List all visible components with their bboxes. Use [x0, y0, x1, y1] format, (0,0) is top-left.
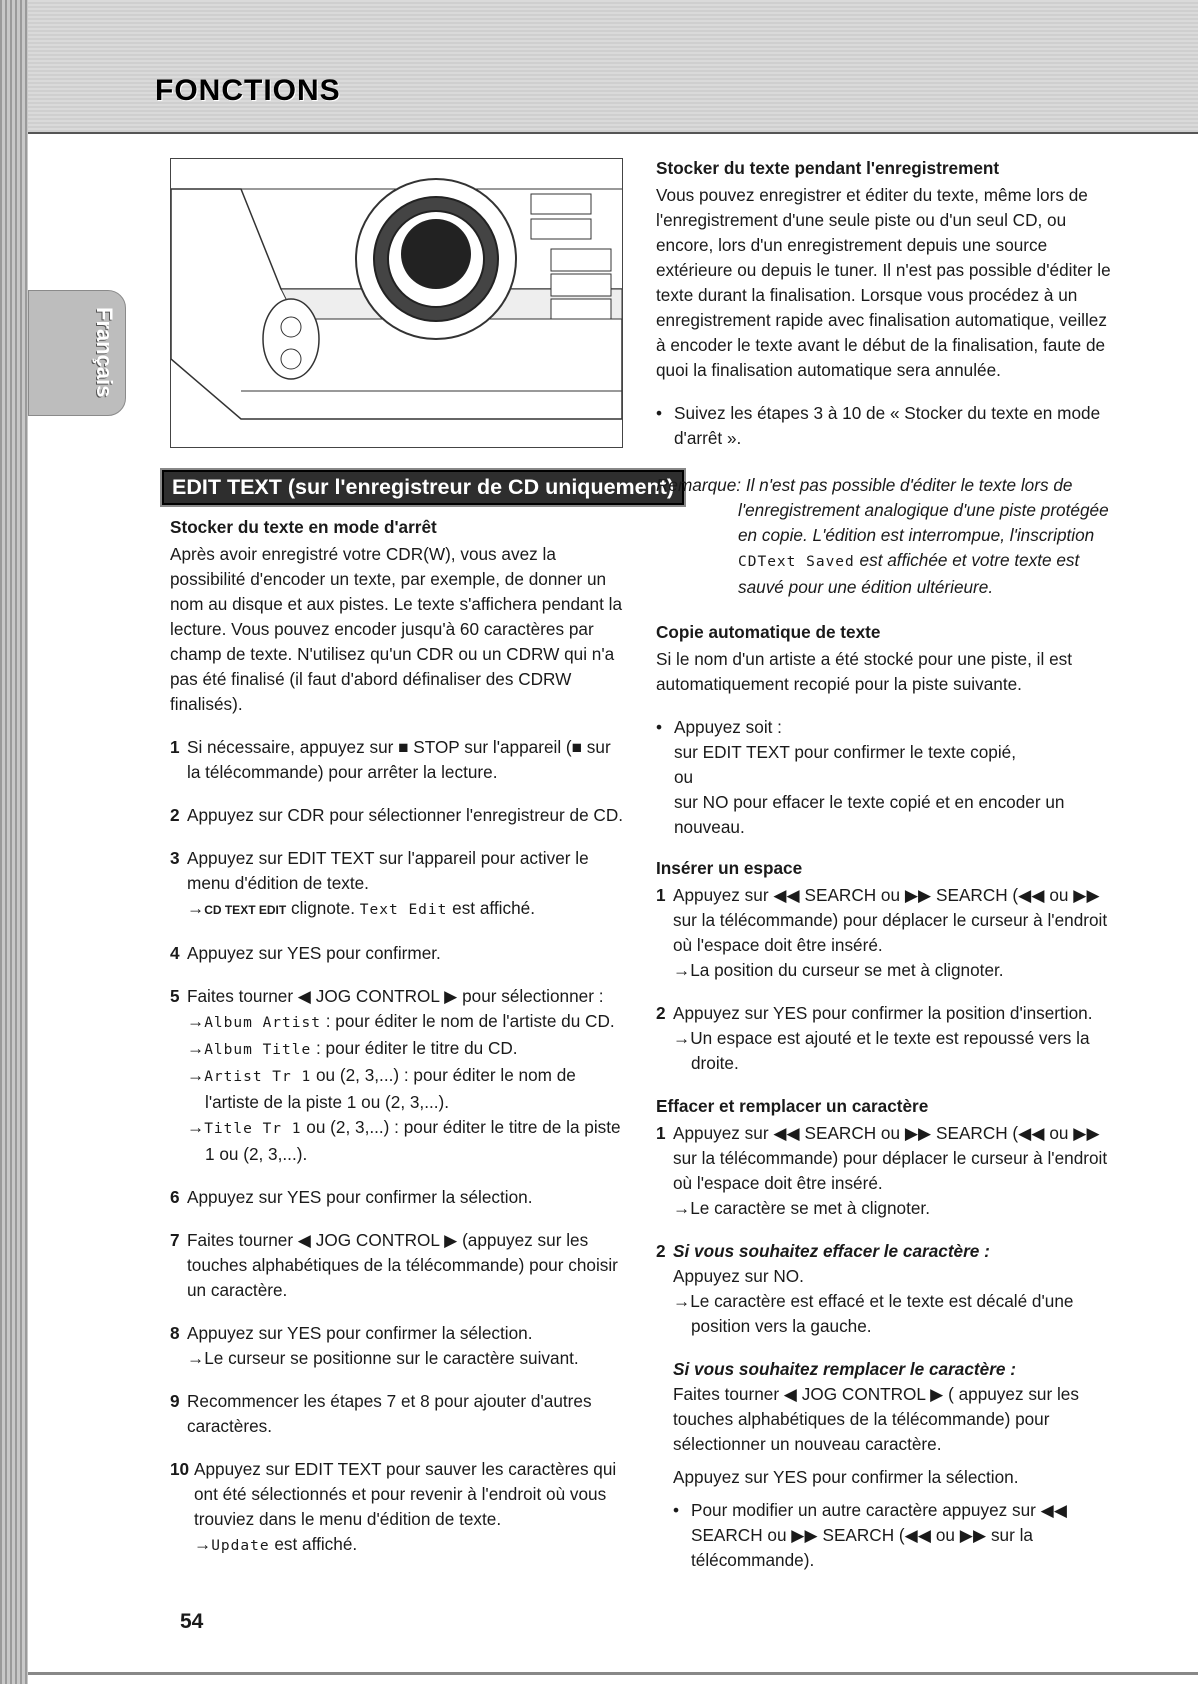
step-8 — [170, 1321, 625, 1371]
page-number: 54 — [180, 1610, 204, 1633]
step-result: →Le curseur se positionne sur le caractère suivant. — [187, 1348, 579, 1368]
section-heading: Stocker du texte pendant l'enregistrement — [656, 158, 1000, 178]
intro-paragraph: Après avoir enregistré votre CDR(W), vous avez la possibilité d'encoder un texte, par exemple, de donner un nom au disque et aux pistes. Le texte s'affichera pendant la lecture. Vous pouvez encoder jusqu'à 60 caractères par champ de texte. N'utilisez qu'un CDR ou un CDRW qui n'a pas été finalisé (il faut d'abord définaliser des CDRW finalisés). — [170, 544, 623, 714]
replace-step-1: 1 Appuyez sur ◀◀ SEARCH ou ▶▶ SEARCH (◀◀ ou ▶▶ sur la télécommande) pour déplacer le curseur à l'endroit où l'espace doit être inséré. →Le caractère se met à clignoter. — [656, 1123, 1108, 1218]
right-column — [656, 156, 1116, 1573]
step-text: Appuyez sur CDR pour sélectionner l'enregistreur de CD. — [187, 805, 624, 825]
step-number: 3 — [170, 848, 180, 868]
section-heading: Effacer et remplacer un caractère — [656, 1096, 929, 1116]
step-number: 6 — [170, 1187, 180, 1207]
remark-note: Remarque: Il n'est pas possible d'éditer le texte lors de l'enregistrement analogique d'une piste protégée en copie. L'édition est interrompue, l'inscription CDText Saved est affichée et votre texte est sauvé pour une édition ultérieure. — [656, 475, 1109, 597]
step-4 — [170, 941, 625, 966]
step-text: Appuyez sur EDIT TEXT pour sauver les caractères qui ont été sélectionnés et pour revenir à l'endroit où vous trouviez dans le menu d'édition de texte. — [194, 1459, 617, 1529]
option-artist-track: →Artist Tr 1 ou (2, 3,...) : pour éditer le nom de l'artiste de la piste 1 ou (2, 3,...). — [187, 1065, 576, 1112]
section-banner: EDIT TEXT (sur l'enregistreur de CD uniquement) — [162, 470, 684, 505]
language-tab — [28, 290, 126, 416]
step-number: 8 — [170, 1323, 180, 1343]
bullet-item: • Appuyez soit : sur EDIT TEXT pour confirmer le texte copié, ou sur NO pour effacer le texte copié et en encoder un nouveau. — [656, 717, 1065, 837]
step-10 — [170, 1457, 625, 1559]
step-6 — [170, 1185, 625, 1210]
language-label: Français — [92, 307, 117, 398]
insert-step-2: 2 Appuyez sur YES pour confirmer la position d'insertion. →Un espace est ajouté et le texte est repoussé vers la droite. — [656, 1003, 1093, 1073]
step-text: Appuyez sur EDIT TEXT sur l'appareil pour activer le menu d'édition de texte. — [187, 848, 589, 893]
device-illustration — [170, 158, 623, 448]
step-number: 2 — [170, 805, 180, 825]
bullet-item: • Suivez les étapes 3 à 10 de « Stocker du texte en mode d'arrêt ». — [656, 403, 1101, 448]
step-text: Recommencer les étapes 7 et 8 pour ajouter d'autres caractères. — [187, 1391, 592, 1436]
left-column — [170, 470, 675, 1559]
paragraph: Si le nom d'un artiste a été stocké pour une piste, il est automatiquement recopié pour la piste suivante. — [656, 649, 1073, 694]
cd-recorder-drawing — [171, 159, 622, 447]
paragraph: Vous pouvez enregistrer et éditer du texte, même lors de l'enregistrement d'une seule piste ou d'un seul CD, ou encore, lors d'un enregistrement depuis une source extérieure ou depuis le tuner. Il n'est pas possible d'éditer le texte durant la finalisation. Lorsque vous procédez à un enregistrement rapide avec finalisation automatique, veillez à encoder le texte avant le début de la finalisation, faute de quoi la finalisation automatique sera annulée. — [656, 185, 1111, 380]
section-heading: Copie automatique de texte — [656, 622, 881, 642]
step-number: 1 — [170, 737, 180, 757]
step-result: →CD TEXT EDIT clignote. Text Edit est affiché. — [187, 898, 535, 918]
section-heading: Stocker du texte en mode d'arrêt — [170, 517, 437, 537]
step-number: 7 — [170, 1230, 180, 1250]
binding-strip — [0, 0, 28, 1684]
page-title: FONCTIONS — [155, 74, 341, 107]
step-text: Faites tourner ◀ JOG CONTROL ▶ pour sélectionner : — [187, 986, 604, 1006]
step-9 — [170, 1389, 625, 1439]
step-7 — [170, 1228, 625, 1303]
option-album-artist: →Album Artist : pour éditer le nom de l'artiste du CD. — [187, 1011, 615, 1031]
step-1 — [170, 735, 625, 785]
insert-step-1: 1 Appuyez sur ◀◀ SEARCH ou ▶▶ SEARCH (◀◀ ou ▶▶ sur la télécommande) pour déplacer le curseur à l'endroit où l'espace doit être inséré. →La position du curseur se met à clignoter. — [656, 885, 1108, 980]
step-text: Si nécessaire, appuyez sur ■ STOP sur l'appareil (■ sur la télécommande) pour arrêter la lecture. — [187, 737, 611, 782]
step-text: Appuyez sur YES pour confirmer. — [187, 943, 441, 963]
step-number: 9 — [170, 1391, 180, 1411]
step-number: 4 — [170, 943, 180, 963]
page-header — [0, 0, 1198, 134]
step-text: Faites tourner ◀ JOG CONTROL ▶ (appuyez sur les touches alphabétiques de la télécommande) pour choisir un caractère. — [187, 1230, 618, 1300]
step-number: 5 — [170, 986, 180, 1006]
step-text: Appuyez sur YES pour confirmer la sélection. — [187, 1323, 533, 1343]
option-title-track: →Title Tr 1 ou (2, 3,...) : pour éditer le titre de la piste 1 ou (2, 3,...). — [187, 1117, 621, 1164]
step-2 — [170, 803, 625, 828]
step-text: Appuyez sur YES pour confirmer la sélection. — [187, 1187, 533, 1207]
step-5 — [170, 984, 625, 1167]
replace-step-2: 2 Si vous souhaitez effacer le caractère : Appuyez sur NO. →Le caractère est effacé et le texte est décalé d'une position vers la gauche. Si vous souhaitez remplacer le caractère : Faites tourner ◀ JOG CONTROL ▶ ( appuyez sur les touches alphabétiques de la télécommande) pour sélectionner un nouveau caractère. Appuyez sur YES pour confirmer la sélection. • Pour modifier un autre caractère appuyez sur ◀◀ SEARCH ou ▶▶ SEARCH (◀◀ ou ▶▶ sur la télécommande). — [656, 1241, 1079, 1570]
bottom-rule — [28, 1672, 1198, 1675]
step-number: 10 — [170, 1459, 190, 1479]
option-album-title: →Album Title : pour éditer le titre du CD. — [187, 1038, 518, 1058]
section-heading: Insérer un espace — [656, 858, 803, 878]
step-result: →Update est affiché. — [194, 1534, 358, 1554]
step-3 — [170, 846, 625, 923]
